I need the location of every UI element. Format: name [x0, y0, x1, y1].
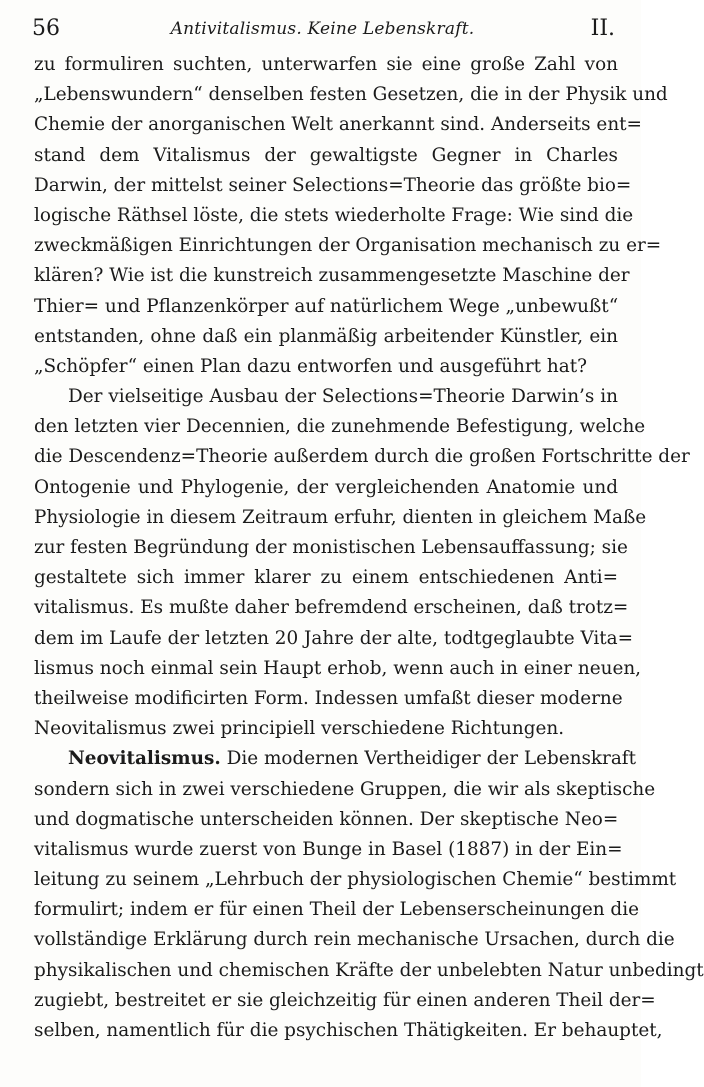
text-line: theilweise modificirten Form. Indessen umfaßt dieser moderne — [34, 687, 623, 709]
text-line: Ontogenie und Phylogenie, der vergleichenden Anatomie und — [34, 476, 618, 498]
paragraph — [34, 744, 704, 1046]
running-head: Antivitalismus. Keine Lebenskraft. — [170, 19, 475, 39]
text-line — [34, 744, 636, 774]
text-line: Neovitalismus zwei principiell verschiedene Richtungen. — [34, 718, 565, 740]
text-line: zugiebt, bestreitet er sie gleichzeitig für einen anderen Theil der= — [34, 989, 656, 1011]
text-line: und dogmatische unterscheiden können. Der skeptische Neo= — [34, 808, 619, 830]
text-line: „Schöpfer“ einen Plan dazu entworfen und ausgeführt hat? — [34, 355, 587, 377]
text-line: leitung zu seinem „Lehrbuch der physiologischen Chemie“ bestimmt — [34, 869, 677, 891]
text-line: Der vielseitige Ausbau der Selections=Theorie Darwin’s in — [68, 386, 618, 408]
text-line: den letzten vier Decennien, die zunehmende Befestigung, welche — [34, 416, 646, 438]
text-line: zweckmäßigen Einrichtungen der Organisation mechanisch zu er= — [34, 235, 662, 257]
paragraph — [34, 50, 668, 382]
text-line: Darwin, der mittelst seiner Selections=Theorie das größte bio= — [34, 174, 632, 196]
text-line: entstanden, ohne daß ein planmäßig arbeitender Künstler, ein — [34, 325, 618, 347]
page-number: 56 — [32, 16, 60, 41]
text-line: lismus noch einmal sein Haupt erhob, wenn auch in einer neuen, — [34, 657, 642, 679]
text-line: logische Räthsel löste, die stets wiederholte Frage: Wie sind die — [34, 204, 634, 226]
text-line: die Descendenz=Theorie außerdem durch die großen Fortschritte der — [34, 446, 690, 468]
text-run: Die modernen Vertheidiger der Lebenskraft — [220, 748, 636, 770]
text-line: „Lebenswundern“ denselben festen Gesetzen, die in der Physik und — [34, 84, 668, 106]
text-line: vitalismus. Es mußte daher befremdend erscheinen, daß trotz= — [34, 597, 629, 619]
text-line: Thier= und Pflanzenkörper auf natürlichem Wege „unbewußt“ — [34, 295, 619, 317]
page-header — [24, 12, 621, 48]
text-line: Physiologie in diesem Zeitraum erfuhr, dienten in gleichem Maße — [34, 506, 647, 528]
chapter-number: II. — [590, 16, 615, 41]
text-line: stand dem Vitalismus der gewaltigste Gegner in Charles — [34, 144, 618, 166]
text-line: zur festen Begründung der monistischen Lebensauffassung; sie — [34, 537, 628, 558]
text-line: sondern sich in zwei verschiedene Gruppen, die wir als skeptische — [34, 778, 656, 800]
text-line: formulirt; indem er für einen Theil der Lebenserscheinungen die — [34, 899, 639, 921]
text-line: dem im Laufe der letzten 20 Jahre der alte, todtgeglaubte Vita= — [34, 627, 634, 649]
text-line: klären? Wie ist die kunstreich zusammengesetzte Maschine der — [34, 265, 630, 287]
text-line: Chemie der anorganischen Welt anerkannt sind. Anderseits ent= — [34, 114, 642, 136]
text-line: zu formuliren suchten, unterwarfen sie eine große Zahl von — [34, 54, 618, 75]
text-line: gestaltete sich immer klarer zu einem entschiedenen Anti= — [34, 567, 618, 589]
body-text — [34, 50, 704, 1046]
paragraph — [34, 382, 690, 744]
text-line: selben, namentlich für die psychischen Thätigkeiten. Er behauptet, — [34, 1020, 663, 1041]
text-line: vollständige Erklärung durch rein mechanische Ursachen, durch die — [34, 929, 675, 951]
text-line: physikalischen und chemischen Kräfte der unbelebten Natur unbedingt — [34, 959, 704, 981]
text-line: vitalismus wurde zuerst von Bunge in Basel (1887) in der Ein= — [34, 838, 623, 860]
section-lead-heading: Neovitalismus. — [68, 748, 221, 770]
